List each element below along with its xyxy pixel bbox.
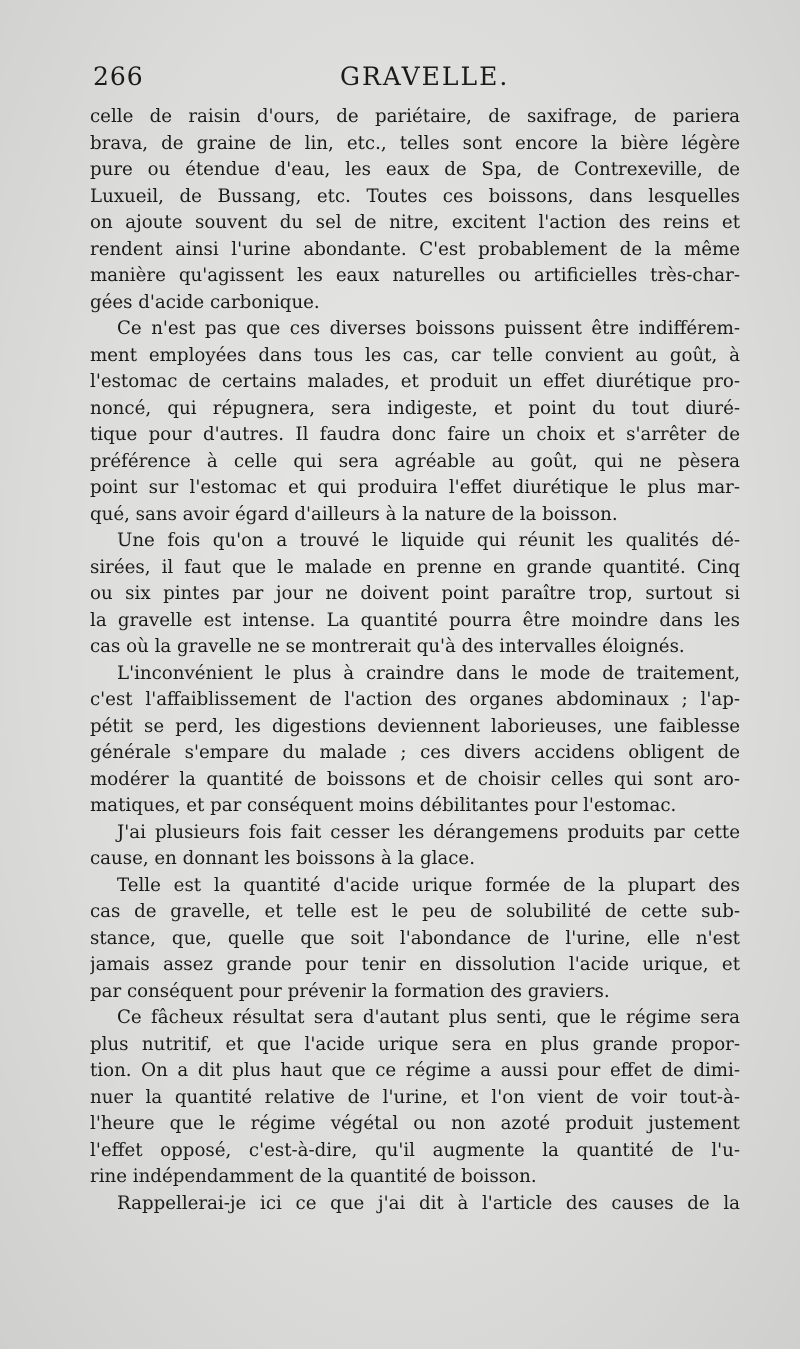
- text-line: sirées, il faut que le malade en prenne en grande quantité. Cinq: [90, 556, 740, 578]
- text-line: plus nutritif, et que l'acide urique sera en plus grande propor-: [90, 1033, 740, 1055]
- text-line: gées d'acide carbonique.: [90, 291, 320, 313]
- text-line: pure ou étendue d'eau, les eaux de Spa, de Contrexeville, de: [90, 159, 740, 180]
- text-line: cas de gravelle, et telle est le peu de solubilité de cette sub-: [90, 901, 740, 922]
- text-line: Une fois qu'on a trouvé le liquide qui réunit les qualités dé-: [117, 530, 740, 551]
- text-line: L'inconvénient le plus à craindre dans le mode de traitement,: [117, 662, 740, 684]
- text-line: Rappellerai-je ici ce que j'ai dit à l'article des causes de la: [117, 1192, 740, 1214]
- text-line: Luxueil, de Bussang, etc. Toutes ces boissons, dans lesquelles: [90, 185, 740, 207]
- text-line: cas où la gravelle ne se montrerait qu'à des intervalles éloignés.: [90, 636, 685, 657]
- text-line: rine indépendamment de la quantité de boisson.: [90, 1166, 537, 1187]
- running-title: GRAVELLE.: [340, 62, 510, 91]
- text-line: manière qu'agissent les eaux naturelles ou artificielles très-char-: [90, 265, 740, 286]
- text-line: ment employées dans tous les cas, car telle convient au goût, à: [90, 344, 740, 366]
- text-line: c'est l'affaiblissement de l'action des organes abdominaux ; l'ap-: [90, 689, 740, 710]
- text-line: stance, que, quelle que soit l'abondance de l'urine, elle n'est: [90, 927, 740, 949]
- text-line: tion. On a dit plus haut que ce régime a aussi pour effet de dimi-: [90, 1060, 740, 1081]
- text-line: noncé, qui répugnera, sera indigeste, et point du tout diuré-: [90, 397, 740, 419]
- text-line: générale s'empare du malade ; ces divers accidens obligent de: [90, 742, 740, 763]
- text-line: J'ai plusieurs fois fait cesser les dérangemens produits par cette: [117, 821, 740, 843]
- page-number: 266: [93, 62, 144, 91]
- body-text: [90, 104, 740, 1217]
- text-line: brava, de graine de lin, etc., telles sont encore la bière légère: [90, 132, 740, 154]
- text-line: celle de raisin d'ours, de pariétaire, de saxifrage, de pariera: [90, 106, 740, 127]
- page-header: [93, 62, 733, 96]
- text-line: l'estomac de certains malades, et produit un effet diurétique pro-: [90, 371, 740, 392]
- text-line: modérer la quantité de boissons et de choisir celles qui sont aro-: [90, 768, 740, 790]
- text-line: pétit se perd, les digestions deviennent laborieuses, une faiblesse: [90, 715, 740, 737]
- text-line: préférence à celle qui sera agréable au goût, qui ne pèsera: [90, 450, 740, 472]
- text-line: on ajoute souvent du sel de nitre, excitent l'action des reins et: [90, 212, 740, 233]
- text-line: l'heure que le régime végétal ou non azoté produit justement: [90, 1113, 740, 1134]
- text-line: par conséquent pour prévenir la formation des graviers.: [90, 980, 610, 1002]
- text-line: l'effet opposé, c'est-à-dire, qu'il augmente la quantité de l'u-: [90, 1139, 740, 1161]
- text-line: point sur l'estomac et qui produira l'effet diurétique le plus mar-: [90, 477, 740, 498]
- text-line: matiques, et par conséquent moins débilitantes pour l'estomac.: [90, 795, 677, 816]
- text-line: tique pour d'autres. Il faudra donc faire un choix et s'arrêter de: [90, 424, 740, 445]
- text-line: cause, en donnant les boissons à la glace.: [90, 848, 475, 869]
- text-line: la gravelle est intense. La quantité pourra être moindre dans les: [90, 609, 740, 631]
- text-line: rendent ainsi l'urine abondante. C'est probablement de la même: [90, 238, 740, 260]
- text-line: Ce fâcheux résultat sera d'autant plus senti, que le régime sera: [117, 1007, 740, 1028]
- text-line: jamais assez grande pour tenir en dissolution l'acide urique, et: [90, 954, 740, 975]
- text-line: Ce n'est pas que ces diverses boissons puissent être indifférem-: [117, 318, 740, 339]
- text-line: nuer la quantité relative de l'urine, et l'on vient de voir tout-à-: [90, 1086, 740, 1108]
- text-line: ou six pintes par jour ne doivent point paraître trop, surtout si: [90, 583, 740, 604]
- text-line: qué, sans avoir égard d'ailleurs à la nature de la boisson.: [90, 503, 618, 525]
- text-line: Telle est la quantité d'acide urique formée de la plupart des: [117, 874, 740, 896]
